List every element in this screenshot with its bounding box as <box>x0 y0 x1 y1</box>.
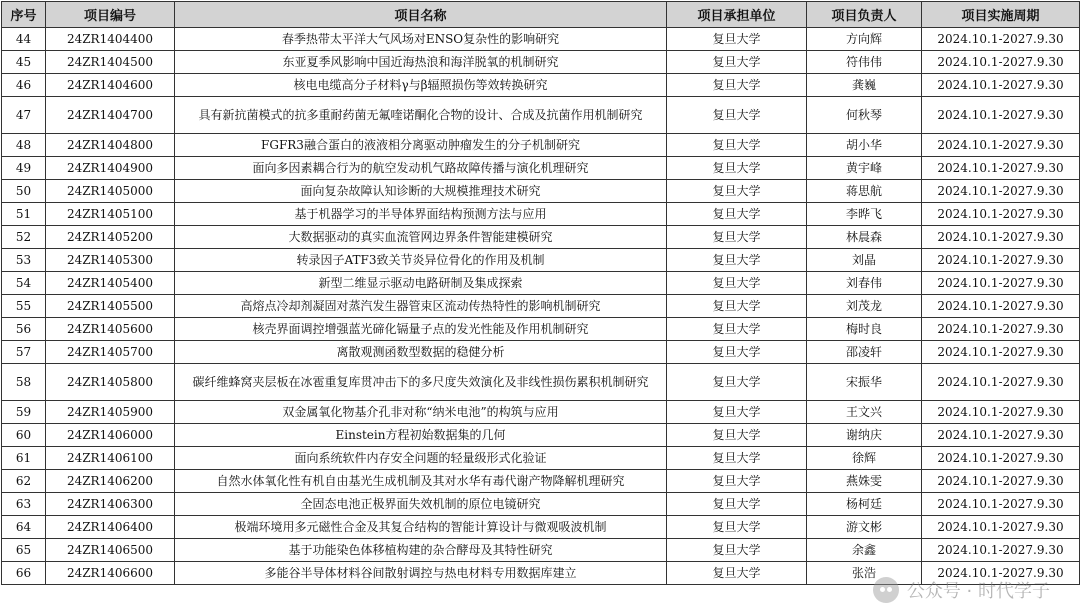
cell-unit: 复旦大学 <box>667 447 807 470</box>
cell-leader: 宋振华 <box>807 364 922 401</box>
watermark-text: 公众号 · 时代学子 <box>906 581 1050 602</box>
table-row <box>2 203 1080 226</box>
cell-unit: 复旦大学 <box>667 318 807 341</box>
cell-code: 24ZR1405800 <box>46 364 175 401</box>
table-row <box>2 318 1080 341</box>
table-row <box>2 539 1080 562</box>
cell-no: 54 <box>2 272 46 295</box>
cell-name: 基于机器学习的半导体界面结构预测方法与应用 <box>175 203 667 226</box>
cell-unit: 复旦大学 <box>667 28 807 51</box>
table-row <box>2 401 1080 424</box>
cell-unit: 复旦大学 <box>667 157 807 180</box>
cell-leader: 燕姝雯 <box>807 470 922 493</box>
cell-leader: 梅时良 <box>807 318 922 341</box>
table-header-row <box>2 2 1080 28</box>
project-table <box>1 1 1080 585</box>
table-row <box>2 470 1080 493</box>
cell-leader: 刘春伟 <box>807 272 922 295</box>
cell-name: 核电电缆高分子材料γ与β辐照损伤等效转换研究 <box>175 74 667 97</box>
table-row <box>2 424 1080 447</box>
cell-unit: 复旦大学 <box>667 341 807 364</box>
header-no: 序号 <box>2 2 46 28</box>
cell-no: 62 <box>2 470 46 493</box>
cell-leader: 刘茂龙 <box>807 295 922 318</box>
cell-code: 24ZR1406200 <box>46 470 175 493</box>
cell-code: 24ZR1404700 <box>46 97 175 134</box>
cell-period: 2024.10.1-2027.9.30 <box>922 97 1080 134</box>
header-leader: 项目负责人 <box>807 2 922 28</box>
table-row <box>2 447 1080 470</box>
cell-leader: 符伟伟 <box>807 51 922 74</box>
cell-no: 47 <box>2 97 46 134</box>
cell-name: FGFR3融合蛋白的液液相分离驱动肿瘤发生的分子机制研究 <box>175 134 667 157</box>
cell-leader: 龚巍 <box>807 74 922 97</box>
cell-leader: 黄宇峰 <box>807 157 922 180</box>
table-row <box>2 74 1080 97</box>
cell-leader: 刘晶 <box>807 249 922 272</box>
cell-code: 24ZR1405100 <box>46 203 175 226</box>
cell-code: 24ZR1406300 <box>46 493 175 516</box>
cell-name: 自然水体氧化性有机自由基光生成机制及其对水华有毒代谢产物降解机理研究 <box>175 470 667 493</box>
cell-period: 2024.10.1-2027.9.30 <box>922 493 1080 516</box>
cell-unit: 复旦大学 <box>667 493 807 516</box>
cell-code: 24ZR1405400 <box>46 272 175 295</box>
table-row <box>2 516 1080 539</box>
cell-code: 24ZR1405500 <box>46 295 175 318</box>
cell-period: 2024.10.1-2027.9.30 <box>922 249 1080 272</box>
cell-code: 24ZR1405700 <box>46 341 175 364</box>
cell-name: 转录因子ATF3致关节炎异位骨化的作用及机制 <box>175 249 667 272</box>
cell-no: 64 <box>2 516 46 539</box>
cell-unit: 复旦大学 <box>667 249 807 272</box>
cell-name: 碳纤维蜂窝夹层板在冰雹重复库贯冲击下的多尺度失效演化及非线性损伤累积机制研究 <box>175 364 667 401</box>
cell-unit: 复旦大学 <box>667 226 807 249</box>
table-row <box>2 28 1080 51</box>
cell-no: 52 <box>2 226 46 249</box>
cell-period: 2024.10.1-2027.9.30 <box>922 203 1080 226</box>
header-name: 项目名称 <box>175 2 667 28</box>
cell-leader: 方向辉 <box>807 28 922 51</box>
cell-unit: 复旦大学 <box>667 134 807 157</box>
cell-no: 58 <box>2 364 46 401</box>
cell-leader: 张浩 <box>807 562 922 585</box>
cell-name: 新型二维显示驱动电路研制及集成探索 <box>175 272 667 295</box>
cell-period: 2024.10.1-2027.9.30 <box>922 470 1080 493</box>
cell-leader: 徐辉 <box>807 447 922 470</box>
cell-name: 极端环境用多元磁性合金及其复合结构的智能计算设计与微观吸波机制 <box>175 516 667 539</box>
cell-unit: 复旦大学 <box>667 272 807 295</box>
cell-code: 24ZR1406000 <box>46 424 175 447</box>
cell-no: 55 <box>2 295 46 318</box>
cell-leader: 胡小华 <box>807 134 922 157</box>
cell-period: 2024.10.1-2027.9.30 <box>922 516 1080 539</box>
cell-unit: 复旦大学 <box>667 364 807 401</box>
cell-unit: 复旦大学 <box>667 180 807 203</box>
cell-period: 2024.10.1-2027.9.30 <box>922 401 1080 424</box>
cell-unit: 复旦大学 <box>667 539 807 562</box>
cell-period: 2024.10.1-2027.9.30 <box>922 272 1080 295</box>
cell-leader: 余鑫 <box>807 539 922 562</box>
table-row <box>2 51 1080 74</box>
cell-period: 2024.10.1-2027.9.30 <box>922 341 1080 364</box>
cell-leader: 杨柯廷 <box>807 493 922 516</box>
cell-code: 24ZR1406400 <box>46 516 175 539</box>
cell-no: 57 <box>2 341 46 364</box>
cell-unit: 复旦大学 <box>667 562 807 585</box>
table-row <box>2 249 1080 272</box>
cell-no: 53 <box>2 249 46 272</box>
cell-code: 24ZR1404600 <box>46 74 175 97</box>
cell-unit: 复旦大学 <box>667 401 807 424</box>
cell-no: 50 <box>2 180 46 203</box>
table-row <box>2 157 1080 180</box>
cell-no: 44 <box>2 28 46 51</box>
cell-name: 全固态电池正极界面失效机制的原位电镜研究 <box>175 493 667 516</box>
cell-period: 2024.10.1-2027.9.30 <box>922 539 1080 562</box>
cell-code: 24ZR1404800 <box>46 134 175 157</box>
cell-no: 56 <box>2 318 46 341</box>
cell-code: 24ZR1405200 <box>46 226 175 249</box>
header-period: 项目实施周期 <box>922 2 1080 28</box>
cell-period: 2024.10.1-2027.9.30 <box>922 424 1080 447</box>
cell-leader: 林晨森 <box>807 226 922 249</box>
cell-unit: 复旦大学 <box>667 97 807 134</box>
cell-no: 63 <box>2 493 46 516</box>
cell-unit: 复旦大学 <box>667 424 807 447</box>
cell-period: 2024.10.1-2027.9.30 <box>922 74 1080 97</box>
cell-name: 基于功能染色体移植构建的杂合酵母及其特性研究 <box>175 539 667 562</box>
cell-period: 2024.10.1-2027.9.30 <box>922 562 1080 585</box>
cell-name: 离散观测函数型数据的稳健分析 <box>175 341 667 364</box>
cell-code: 24ZR1406500 <box>46 539 175 562</box>
table-row <box>2 134 1080 157</box>
table-body <box>2 28 1080 585</box>
cell-no: 61 <box>2 447 46 470</box>
cell-period: 2024.10.1-2027.9.30 <box>922 295 1080 318</box>
table-row <box>2 364 1080 401</box>
cell-leader: 李晔飞 <box>807 203 922 226</box>
table-row <box>2 97 1080 134</box>
table-row <box>2 272 1080 295</box>
cell-unit: 复旦大学 <box>667 295 807 318</box>
cell-name: 高熔点冷却剂凝固对蒸汽发生器管束区流动传热特性的影响机制研究 <box>175 295 667 318</box>
cell-code: 24ZR1405900 <box>46 401 175 424</box>
header-unit: 项目承担单位 <box>667 2 807 28</box>
cell-name: 东亚夏季风影响中国近海热浪和海洋脱氧的机制研究 <box>175 51 667 74</box>
cell-name: 核壳界面调控增强蓝光碲化镉量子点的发光性能及作用机制研究 <box>175 318 667 341</box>
cell-no: 66 <box>2 562 46 585</box>
cell-period: 2024.10.1-2027.9.30 <box>922 51 1080 74</box>
cell-leader: 谢纳庆 <box>807 424 922 447</box>
cell-no: 51 <box>2 203 46 226</box>
cell-name: Einstein方程初始数据集的几何 <box>175 424 667 447</box>
cell-code: 24ZR1406600 <box>46 562 175 585</box>
cell-period: 2024.10.1-2027.9.30 <box>922 364 1080 401</box>
cell-code: 24ZR1405300 <box>46 249 175 272</box>
cell-no: 49 <box>2 157 46 180</box>
cell-name: 面向系统软件内存安全问题的轻量级形式化验证 <box>175 447 667 470</box>
cell-name: 多能谷半导体材料谷间散射调控与热电材料专用数据库建立 <box>175 562 667 585</box>
cell-code: 24ZR1404900 <box>46 157 175 180</box>
cell-code: 24ZR1404500 <box>46 51 175 74</box>
cell-unit: 复旦大学 <box>667 203 807 226</box>
cell-leader: 蒋思航 <box>807 180 922 203</box>
cell-period: 2024.10.1-2027.9.30 <box>922 28 1080 51</box>
table-row <box>2 226 1080 249</box>
table-row <box>2 562 1080 585</box>
cell-code: 24ZR1405000 <box>46 180 175 203</box>
table-row <box>2 493 1080 516</box>
table-row <box>2 180 1080 203</box>
cell-period: 2024.10.1-2027.9.30 <box>922 180 1080 203</box>
cell-leader: 游文彬 <box>807 516 922 539</box>
cell-leader: 邵凌轩 <box>807 341 922 364</box>
cell-period: 2024.10.1-2027.9.30 <box>922 226 1080 249</box>
cell-unit: 复旦大学 <box>667 51 807 74</box>
cell-period: 2024.10.1-2027.9.30 <box>922 447 1080 470</box>
cell-name: 面向多因素耦合行为的航空发动机气路故障传播与演化机理研究 <box>175 157 667 180</box>
cell-period: 2024.10.1-2027.9.30 <box>922 134 1080 157</box>
cell-leader: 王文兴 <box>807 401 922 424</box>
cell-period: 2024.10.1-2027.9.30 <box>922 157 1080 180</box>
cell-name: 面向复杂故障认知诊断的大规模推理技术研究 <box>175 180 667 203</box>
table-row <box>2 295 1080 318</box>
cell-name: 春季热带太平洋大气风场对ENSO复杂性的影响研究 <box>175 28 667 51</box>
cell-name: 大数据驱动的真实血流管网边界条件智能建模研究 <box>175 226 667 249</box>
cell-leader: 何秋琴 <box>807 97 922 134</box>
cell-name: 具有新抗菌模式的抗多重耐药菌无氟喹诺酮化合物的设计、合成及抗菌作用机制研究 <box>175 97 667 134</box>
cell-no: 59 <box>2 401 46 424</box>
cell-unit: 复旦大学 <box>667 470 807 493</box>
cell-unit: 复旦大学 <box>667 74 807 97</box>
cell-code: 24ZR1406100 <box>46 447 175 470</box>
cell-code: 24ZR1404400 <box>46 28 175 51</box>
cell-unit: 复旦大学 <box>667 516 807 539</box>
cell-name: 双金属氧化物基介孔非对称“纳米电池”的构筑与应用 <box>175 401 667 424</box>
cell-no: 60 <box>2 424 46 447</box>
cell-no: 45 <box>2 51 46 74</box>
cell-period: 2024.10.1-2027.9.30 <box>922 318 1080 341</box>
cell-no: 48 <box>2 134 46 157</box>
cell-code: 24ZR1405600 <box>46 318 175 341</box>
table-row <box>2 341 1080 364</box>
header-code: 项目编号 <box>46 2 175 28</box>
cell-no: 65 <box>2 539 46 562</box>
cell-no: 46 <box>2 74 46 97</box>
